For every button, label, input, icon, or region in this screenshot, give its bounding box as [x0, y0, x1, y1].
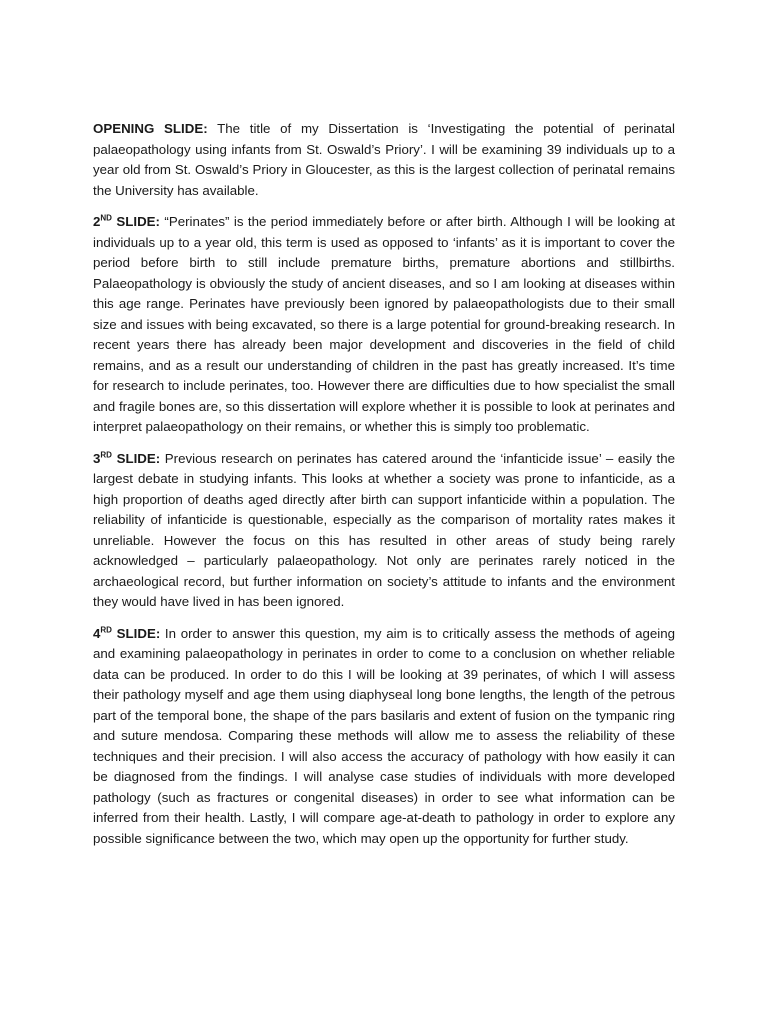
slide-heading: OPENING SLIDE:: [93, 121, 208, 136]
paragraph-text: Previous research on perinates has catered around the ‘infanticide issue’ – easily the largest debate in studying infants. This looks at whether a society was prone to infanticide, as a high proportion of deaths aged directly after birth can support infanticide within a population. The reliability of infanticide is questionable, especially as the comparison of mortality rates makes it unreliable. However the focus on this has resulted in other areas of study being rarely acknowledged – particularly palaeopathology. Not only are perinates rarely noticed in the archaeological record, but further information on society’s attitude to infants and the environment they would have lived in has been ignored.: [93, 450, 675, 609]
paragraph-second-slide: [93, 212, 675, 438]
paragraph-text: In order to answer this question, my aim is to critically assess the methods of ageing and examining palaeopathology in perinates in order to come to a conclusion on whether reliable data can be produced. In order to do this I will be looking at 39 perinates, of which I will assess their pathology myself and age them using diaphyseal long bone lengths, the length of the petrous part of the temporal bone, the shape of the pars basilaris and extent of fusion on the tympanic ring and suture mendosa. Comparing these methods will allow me to assess the reliability of these techniques and their precision. I will also access the accuracy of pathology with how easily it can be diagnosed from the findings. I will analyse case studies of individuals with more developed pathology (such as fractures or congenital diseases) in order to see what information can be inferred from their health. Lastly, I will compare age-at-death to pathology in order to explore any possible significance between the two, which may open up the opportunity for further study.: [93, 625, 675, 846]
paragraph-text: The title of my Dissertation is ‘Investigating the potential of perinatal palaeopathology using infants from St. Oswald’s Priory’. I will be examining 39 individuals up to a year old from St. Oswald’s Priory in Gloucester, as this is the largest collection of perinatal remains the University has available.: [93, 121, 676, 198]
paragraph-opening-slide: [93, 119, 675, 201]
paragraph-third-slide: [93, 449, 675, 613]
slide-heading: 4RD SLIDE:: [93, 625, 161, 641]
slide-heading: 2ND SLIDE:: [93, 213, 160, 229]
document-page: [93, 119, 675, 860]
slide-heading: 3RD SLIDE:: [93, 450, 161, 466]
paragraph-text: “Perinates” is the period immediately before or after birth. Although I will be looking at individuals up to a year old, this term is used as opposed to ‘infants’ as it is important to cover the period before birth to still include premature births, premature abortions and stillbirths. Palaeopathology is obviously the study of ancient diseases, and so I am looking at diseases within this age range. Perinates have previously been ignored by palaeopathologists due to their small size and issues with being excavated, so there is a large potential for ground-breaking research. In recent years there has already been major development and discoveries in the field of child remains, and as a result our understanding of children in the past has greatly increased. It’s time for research to include perinates, too. However there are difficulties due to how specialist the small and fragile bones are, so this dissertation will explore whether it is possible to look at perinates and interpret palaeopathology on their remains, or whether this is simply too problematic.: [93, 214, 676, 434]
paragraph-fourth-slide: [93, 624, 675, 850]
